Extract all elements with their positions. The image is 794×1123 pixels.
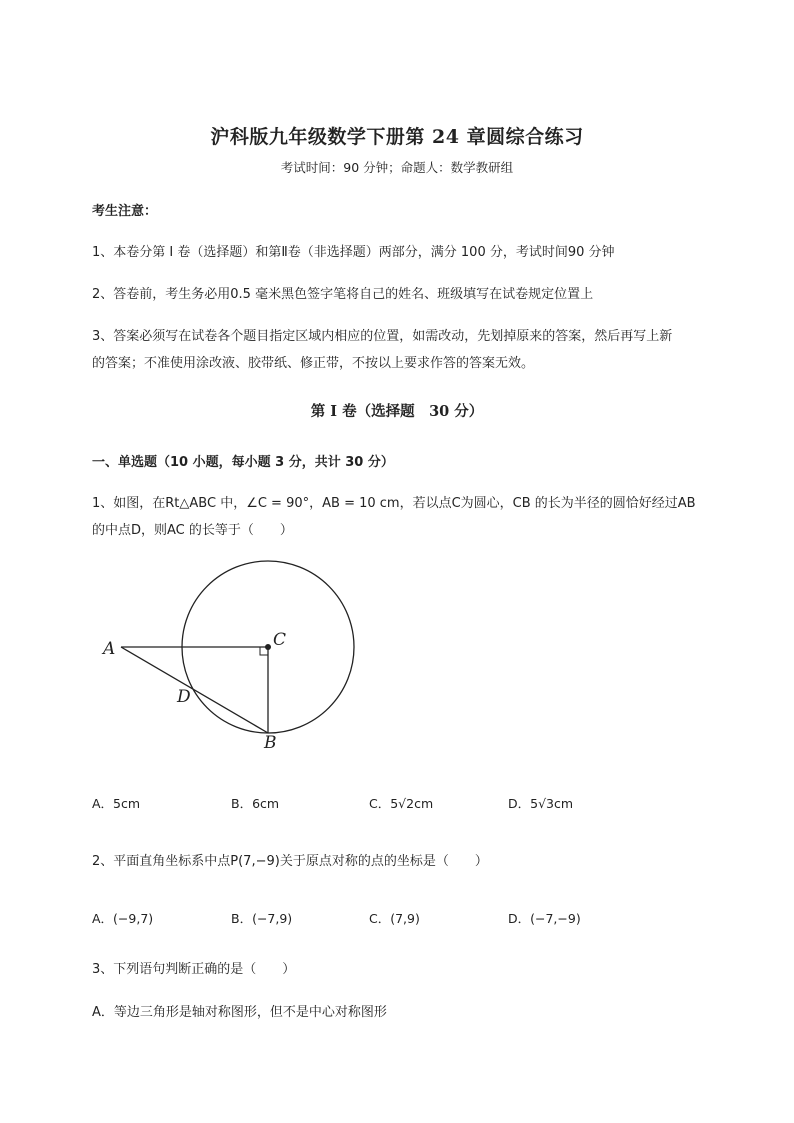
notice-item-2: 2、答卷前，考生务必用0.5 毫米黑色签字笔将自己的姓名、班级填写在试卷规定位置上 bbox=[92, 287, 594, 302]
part-heading: 一、单选题（10 小题，每小题 3 分，共计 30 分） bbox=[92, 455, 394, 470]
q2-option-d: D．(−7,−9) bbox=[508, 911, 581, 926]
q3-option-a: A．等边三角形是轴对称图形，但不是中心对称图形 bbox=[92, 1005, 387, 1020]
q1-option-b: B．6cm bbox=[231, 796, 280, 811]
notice-item-3-cont: 的答案；不准使用涂改液、胶带纸、修正带，不按以上要求作答的答案无效。 bbox=[92, 356, 535, 371]
exam-title: 沪科版九年级数学下册第 24 章圆综合练习 bbox=[210, 126, 584, 148]
notice-item-3: 3、答案必须写在试卷各个题目指定区域内相应的位置，如需改动，先划掉原来的答案，然后再写上新 bbox=[92, 329, 673, 344]
label-b: B bbox=[264, 733, 277, 753]
label-a: A bbox=[103, 639, 116, 659]
notice-item-1: 1、本卷分第 I 卷（选择题）和第Ⅱ卷（非选择题）两部分，满分 100 分，考试时间90 分钟 bbox=[92, 245, 615, 260]
q2-option-c: C．(7,9) bbox=[369, 911, 420, 926]
exam-subtitle: 考试时间：90 分钟；命题人：数学教研组 bbox=[280, 160, 514, 175]
q1-option-a: A．5cm bbox=[92, 796, 141, 811]
question-1-figure bbox=[90, 558, 370, 758]
question-3-stem: 3、下列语句判断正确的是（ ） bbox=[92, 962, 296, 977]
point-c bbox=[265, 644, 271, 650]
segment-ab bbox=[121, 647, 268, 733]
q1-option-d: D．5√3cm bbox=[508, 796, 574, 811]
question-1-stem: 1、如图，在Rt△ABC 中，∠C = 90°，AB = 10 cm，若以点C为圆心，CB 的长为半径的圆恰好经过AB bbox=[92, 496, 696, 511]
section-title: 第 I 卷（选择题 30 分） bbox=[310, 403, 484, 420]
question-2-stem: 2、平面直角坐标系中点P(7,−9)关于原点对称的点的坐标是（ ） bbox=[92, 854, 488, 869]
q1-option-c: C．5√2cm bbox=[369, 796, 434, 811]
q2-option-a: A．(−9,7) bbox=[92, 911, 154, 926]
question-1-stem-cont: 的中点D，则AC 的长等于（ ） bbox=[92, 523, 293, 538]
label-d: D bbox=[177, 687, 191, 707]
notice-heading: 考生注意： bbox=[92, 204, 158, 219]
label-c: C bbox=[273, 630, 287, 650]
q2-option-b: B．(−7,9) bbox=[231, 911, 293, 926]
